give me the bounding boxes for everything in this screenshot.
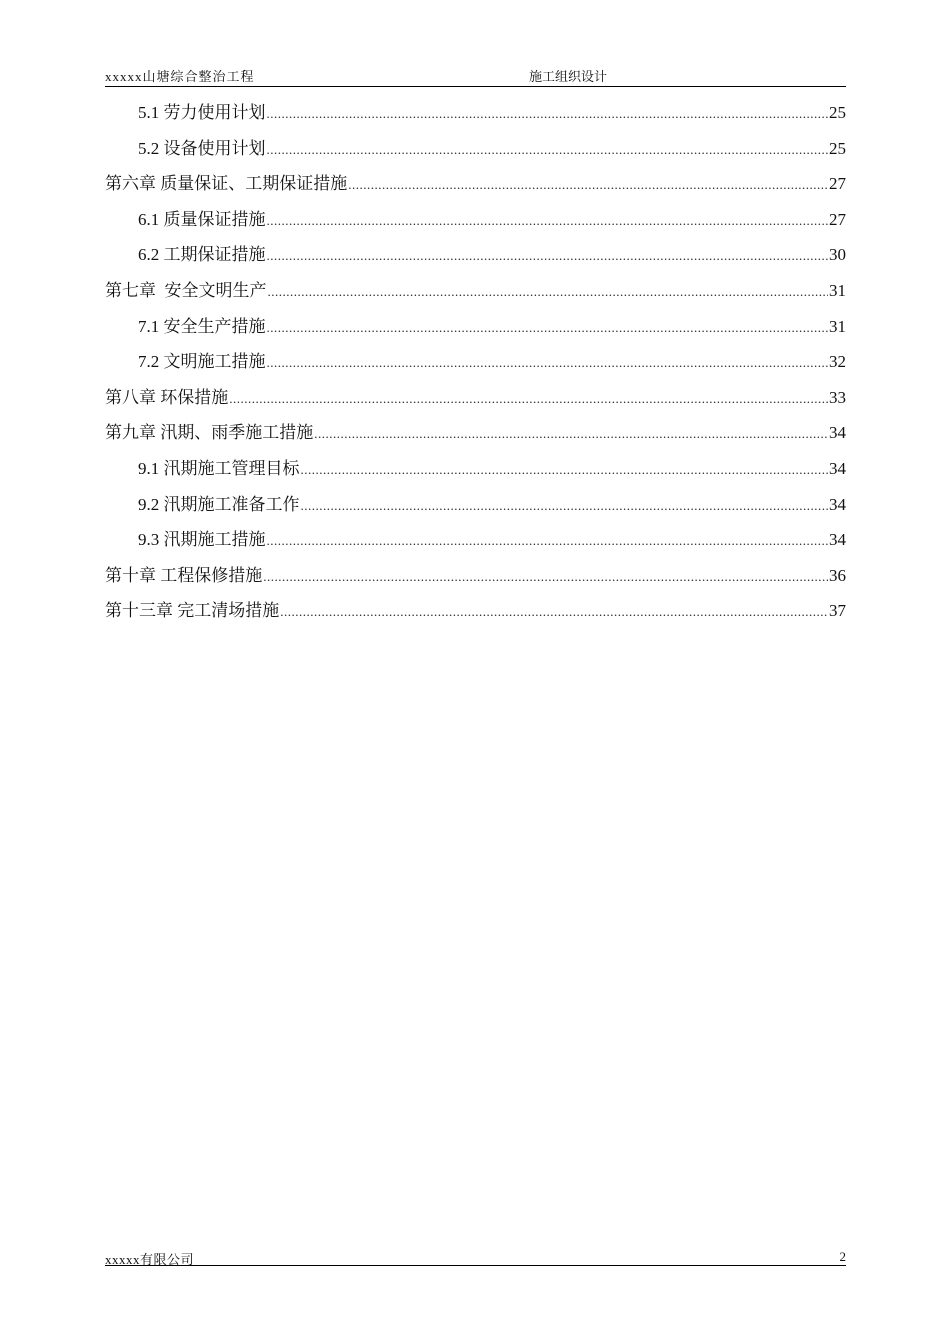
toc-entry-page: 27: [829, 174, 846, 194]
footer-company-name: xxxxx有限公司: [105, 1252, 195, 1267]
toc-entry[interactable]: [105, 131, 846, 167]
toc-entry[interactable]: [105, 415, 846, 451]
toc-leader-dots: [267, 238, 829, 274]
toc-entry-title: 第六章 质量保证、工期保证措施: [105, 174, 348, 194]
toc-entry-title: 9.3 汛期施工措施: [138, 530, 266, 550]
toc-entry-title: 7.1 安全生产措施: [138, 316, 266, 336]
toc-leader-dots: [280, 594, 828, 630]
toc-entry[interactable]: [105, 593, 846, 629]
toc-entry-title: 第八章 环保措施: [105, 387, 229, 407]
toc-leader-dots: [263, 559, 828, 595]
toc-entry-page: 27: [829, 209, 846, 229]
toc-leader-dots: [348, 167, 828, 203]
toc-entry[interactable]: [105, 487, 846, 523]
toc-entry-title: 9.2 汛期施工准备工作: [138, 494, 300, 514]
toc-leader-dots: [301, 452, 829, 488]
toc-entry[interactable]: [105, 237, 846, 273]
toc-entry-title: 第七章 安全文明生产: [105, 280, 267, 300]
page-header: [105, 64, 846, 87]
toc-entry-title: 6.1 质量保证措施: [138, 209, 266, 229]
toc-entry[interactable]: [105, 344, 846, 380]
toc-entry[interactable]: [105, 451, 846, 487]
toc-entry-page: 31: [829, 280, 846, 300]
toc-entry[interactable]: [105, 95, 846, 131]
toc-entry-title: 第十章 工程保修措施: [105, 565, 263, 585]
toc-entry-title: 7.2 文明施工措施: [138, 352, 266, 372]
toc-leader-dots: [267, 203, 829, 239]
toc-entry-page: 37: [829, 601, 846, 621]
toc-entry-page: 34: [829, 530, 846, 550]
toc-leader-dots: [314, 416, 828, 452]
toc-entry-title: 9.1 汛期施工管理目标: [138, 458, 300, 478]
toc-entry[interactable]: [105, 309, 846, 345]
header-project-title: xxxxx山塘综合整治工程: [105, 69, 255, 84]
toc-entry[interactable]: [105, 522, 846, 558]
toc-leader-dots: [267, 345, 829, 381]
toc-entry-page: 31: [829, 316, 846, 336]
toc-entry-title: 第九章 汛期、雨季施工措施: [105, 423, 314, 443]
toc-entry[interactable]: [105, 380, 846, 416]
toc-entry[interactable]: [105, 558, 846, 594]
toc-leader-dots: [267, 132, 829, 168]
toc-leader-dots: [268, 274, 829, 310]
toc-entry-page: 33: [829, 387, 846, 407]
toc-entry-page: 36: [829, 565, 846, 585]
toc-entry-page: 25: [829, 138, 846, 158]
toc-entry[interactable]: [105, 202, 846, 238]
toc-leader-dots: [301, 488, 829, 524]
toc-entry-page: 34: [829, 423, 846, 443]
toc-entry[interactable]: [105, 166, 846, 202]
toc-entry-page: 34: [829, 458, 846, 478]
toc-entry-title: 第十三章 完工清场措施: [105, 601, 280, 621]
toc-leader-dots: [267, 523, 829, 559]
footer-page-number: 2: [839, 1249, 846, 1264]
header-document-title: 施工组织设计: [529, 69, 608, 84]
toc-entry-page: 30: [829, 245, 846, 265]
toc-entry-page: 32: [829, 352, 846, 372]
toc-entry[interactable]: [105, 273, 846, 309]
toc-leader-dots: [267, 310, 829, 346]
toc-leader-dots: [267, 96, 829, 132]
toc-entry-title: 5.1 劳力使用计划: [138, 103, 266, 122]
toc-entry-title: 6.2 工期保证措施: [138, 245, 266, 265]
page-footer: [105, 1249, 846, 1266]
toc-entry-title: 5.2 设备使用计划: [138, 138, 266, 158]
toc-entry-page: 25: [829, 103, 846, 122]
toc-leader-dots: [229, 381, 828, 417]
table-of-contents: [105, 95, 846, 629]
toc-entry-page: 34: [829, 494, 846, 514]
